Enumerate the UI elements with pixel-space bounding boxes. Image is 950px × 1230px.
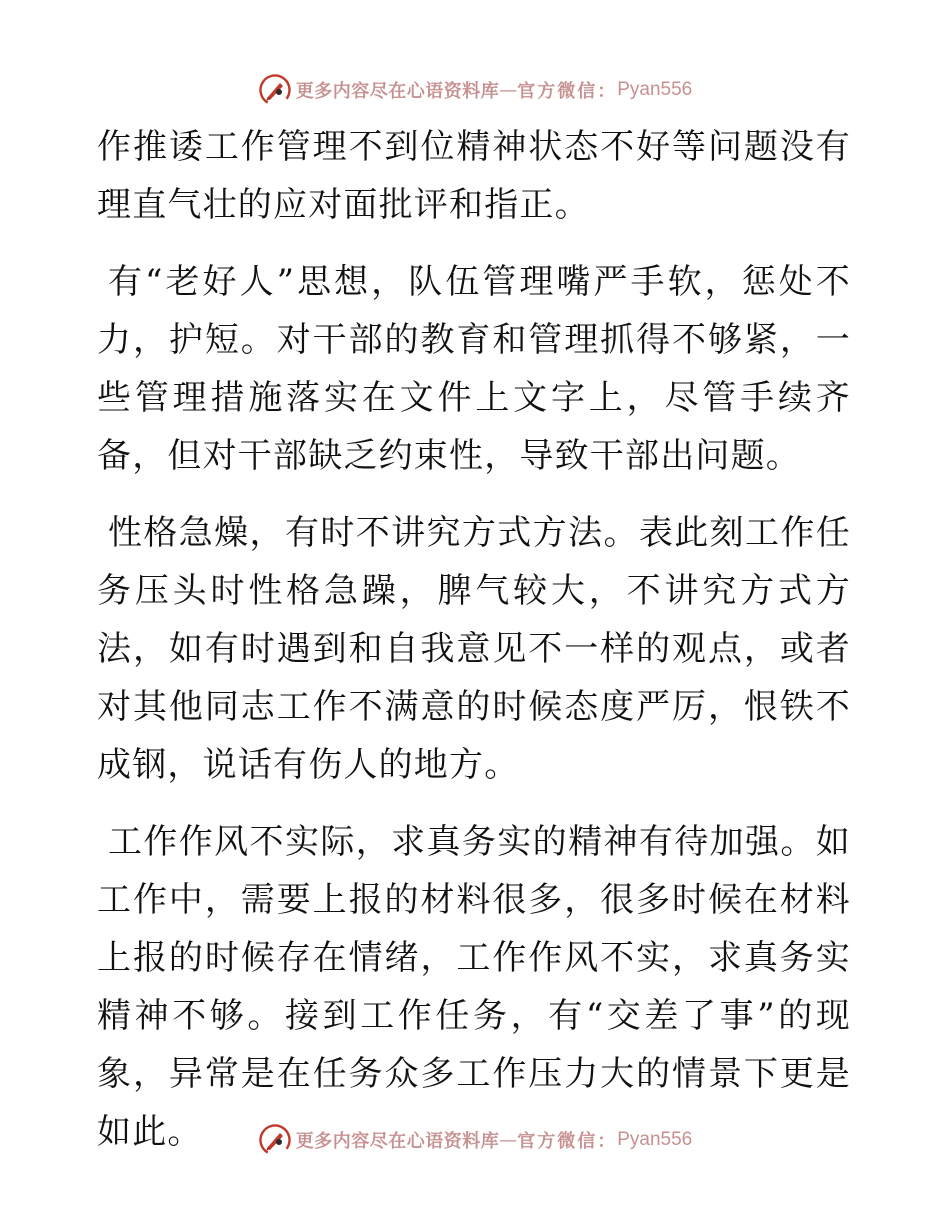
quill-pen-logo-icon — [258, 1123, 292, 1157]
paragraph-2: 有“老好人”思想，队伍管理嘴严手软，惩处不力，护短。对干部的教育和管理抓得不够紧，一些管理措施落实在文件上文字上，尽管手续齐备，但对干部缺乏约束性，导致干部出问题。 — [97, 262, 851, 476]
footer-wechat-id: Pyan556 — [617, 1129, 693, 1150]
footer-dash: — — [499, 1129, 518, 1151]
footer-wechat-label: 官方微信： — [517, 1131, 618, 1152]
header-banner-text: 更多内容尽在心语资料库 — [295, 81, 500, 102]
footer-banner-text: 更多内容尽在心语资料库 — [295, 1131, 500, 1152]
paragraph-3: 性格急燥，有时不讲究方式方法。表此刻工作任务压头时性格急躁，脾气较大，不讲究方式方法，如有时遇到和自我意见不一样的观点，或者对其他同志工作不满意的时候态度严厉，恨铁不成钢，说话有伤人的地方。 — [97, 513, 851, 785]
header-wechat-label: 官方微信： — [517, 81, 618, 102]
paragraph-1: 作推诿工作管理不到位精神状态不好等问题没有理直气壮的应对面批评和指正。 — [97, 127, 851, 225]
header-dash: — — [499, 79, 518, 101]
document-body — [97, 118, 851, 1180]
header-banner — [0, 70, 950, 110]
footer-banner — [0, 1120, 950, 1160]
header-wechat-id: Pyan556 — [617, 79, 693, 100]
quill-pen-logo-icon — [258, 73, 292, 107]
paragraph-4: 工作作风不实际，求真务实的精神有待加强。如工作中，需要上报的材料很多，很多时候在材料上报的时候存在情绪，工作作风不实，求真务实精神不够。接到工作任务，有“交差了事”的现象，异常是在任务众多工作压力大的情景下更是如此。 — [97, 822, 851, 1152]
